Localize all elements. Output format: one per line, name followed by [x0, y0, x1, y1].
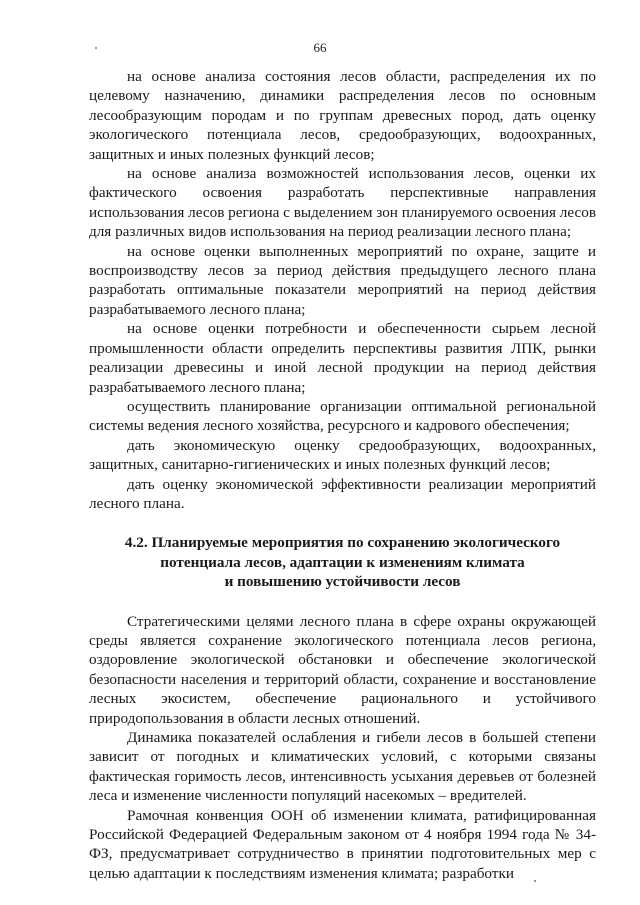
- list-item: на основе оценки потребности и обеспеченности сырьем лесной промышленности области определить перспективы развития ЛПК, рынки реализации древесины и иной лесной продукции на период действия разрабатываемого лесного плана;: [89, 320, 596, 396]
- body-paragraph: Рамочная конвенция ООН об изменении климата, ратифицированная Российской Федерацией Федеральным законом от 4 ноября 1994 года № 34-ФЗ, предусматривает сотрудничество в принятии подготовительных мер с целью адаптации к последствиям изменения климата; разработки: [89, 806, 596, 882]
- scan-speck: [95, 47, 97, 49]
- list-item: дать экономическую оценку средообразующих, водоохранных, защитных, санитарно-гигиенических и иных полезных функций лесов;: [89, 436, 596, 474]
- section-heading-line: и повышению устойчивости лесов: [224, 573, 461, 591]
- list-item: на основе анализа состояния лесов области, распределения их по целевому назначению, динамики распределения лесов по основным лесообразующим породам и по группам древесных пород, дать оценку экологического потенциала лесов, средообразующих, водоохранных, защитных и иных полезных функций лесов;: [89, 68, 596, 163]
- list-item: дать оценку экономической эффективности реализации мероприятий лесного плана.: [89, 475, 596, 512]
- body-paragraph: Динамика показателей ослабления и гибели лесов в большей степени зависит от погодных и климатических условий, с которыми связаны фактическая горимость лесов, интенсивность усыхания деревьев от болезней леса и изменение численности популяций насекомых – вредителей.: [89, 729, 596, 805]
- list-item: на основе оценки выполненных мероприятий по охране, защите и воспроизводству лесов за период действия предыдущего лесного плана разработать оптимальные показатели мероприятий на период действия разрабатываемого лесного плана;: [89, 242, 596, 318]
- section-heading-line: потенциала лесов, адаптации к изменениям климата: [160, 553, 525, 571]
- section-heading-line: 4.2. Планируемые мероприятия по сохранению экологического: [124, 534, 561, 552]
- page-content: [89, 67, 596, 883]
- page-number: 66: [313, 40, 327, 55]
- list-item: осуществить планирование организации оптимальной региональной системы ведения лесного хозяйства, ресурсного и кадрового обеспечения;: [89, 397, 596, 435]
- body-paragraph: Стратегическими целями лесного плана в сфере охраны окружающей среды является сохранение экологического потенциала лесов региона, оздоровление экологической обстановки и обеспечение экологической безопасности населения и территорий области, сохранение и восстановление лесных экосистем, обеспечение рационального и устойчивого природопользования в области лесных отношений.: [89, 612, 596, 727]
- section-heading: [89, 533, 596, 591]
- list-item: на основе анализа возможностей использования лесов, оценки их фактического освоения разработать перспективные направления использования лесов региона с выделением зон планируемого освоения лесов для различных видов использования на период реализации лесного плана;: [89, 165, 596, 241]
